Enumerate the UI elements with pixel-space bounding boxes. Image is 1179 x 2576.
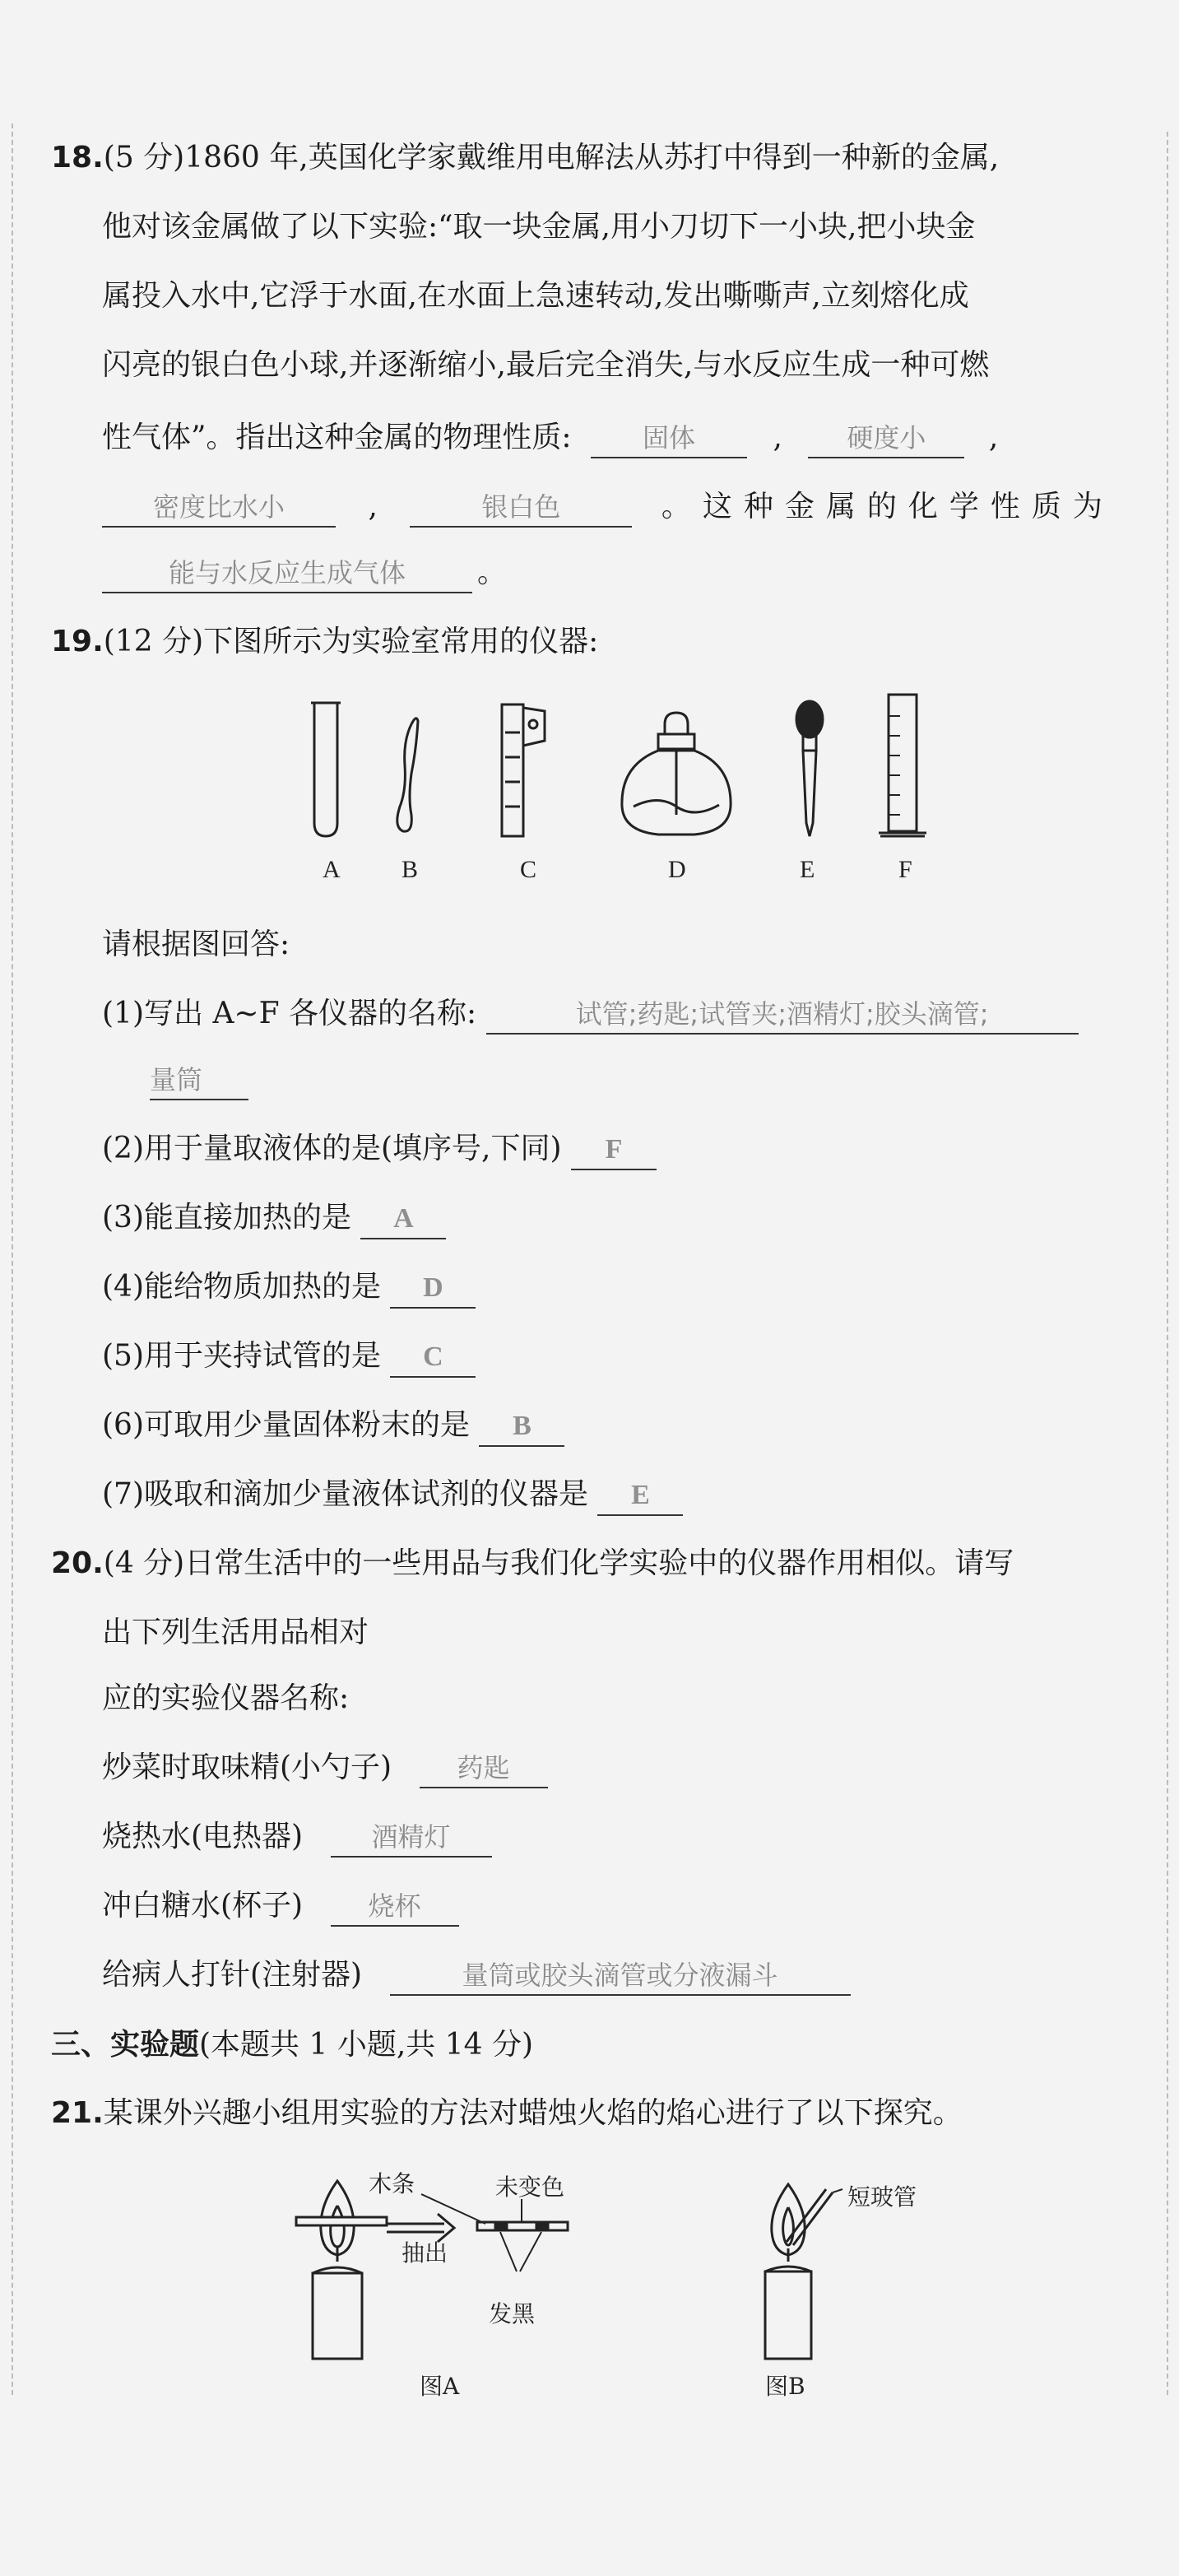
q19-part-5: (5)用于夹持试管的是 C [102,1337,476,1378]
figure-a-caption: 图A [420,2373,460,2400]
label-wooden-stick: 木条 [369,2170,415,2197]
q20-item-3: 冲白糖水(杯子) 烧杯 [102,1886,459,1927]
q19-part-3: (3)能直接加热的是 A [102,1198,446,1239]
q19-answer-5: C [390,1338,476,1378]
lab-instruments-figure [272,683,946,856]
dropper-drawing [796,701,823,836]
left-margin-divider [12,123,13,2395]
q19-part-1: (1)写出 A~F 各仪器的名称: 试管;药匙;试管夹;酒精灯;胶头滴管; [102,994,1079,1035]
q19-answer-4: D [390,1269,476,1309]
q18-answer-solid: 固体 [591,419,747,458]
label-f: F [898,856,912,883]
q19-answer-1: 试管;药匙;试管夹;酒精灯;胶头滴管; [486,995,1079,1035]
q18-number: 18. [51,141,104,174]
q19-answer-2: F [571,1131,657,1170]
q19-part-6: (6)可取用少量固体粉末的是 B [102,1406,564,1447]
q19-number: 19. [51,625,104,658]
q20-line-2: 出下列生活用品相对 [102,1616,369,1649]
graduated-cylinder-drawing [879,695,926,836]
q19-part-2: (2)用于量取液体的是(填序号,下同) F [102,1129,657,1170]
label-unchanged: 未变色 [495,2174,565,2201]
q18-line-2: 他对该金属做了以下实验:“取一块金属,用小刀切下一小块,把小块金 [102,210,976,244]
q20-item-1: 炒菜时取味精(小勺子) 药匙 [102,1748,548,1788]
q19-answer-7: E [597,1476,683,1516]
label-pull-out: 抽出 [402,2239,448,2267]
q20-answer-4: 量筒或胶头滴管或分液漏斗 [390,1956,851,1996]
candle-body-b [765,2271,811,2359]
q19-intro: 19.(12 分)下图所示为实验室常用的仪器: [51,625,599,658]
q19-answer-3: A [360,1200,446,1239]
q20-answer-1: 药匙 [420,1749,548,1788]
right-margin-divider [1167,132,1168,2395]
q18-answer-color: 银白色 [410,488,632,528]
q21-line-1: 21.某课外兴趣小组用实验的方法对蜡烛火焰的焰心进行了以下探究。 [51,2096,963,2130]
q18-answer-density: 密度比水小 [102,488,336,528]
alcohol-lamp-drawing [622,713,731,835]
q20-answer-2: 酒精灯 [331,1818,492,1858]
q19-part-4: (4)能给物质加热的是 D [102,1267,476,1309]
q20-answer-3: 烧杯 [331,1887,459,1927]
spatula-drawing [397,718,418,831]
q19-answer-1-cont: 量筒 [150,1061,248,1100]
label-short-glass-tube: 短玻管 [847,2183,917,2211]
q18-answer-hardness: 硬度小 [808,419,964,458]
section-3-title: 三、实验题 [51,2027,200,2062]
q19-prompt: 请根据图回答: [102,928,290,961]
q20-item-4: 给病人打针(注射器) 量筒或胶头滴管或分液漏斗 [102,1955,851,1996]
q20-line-1: 20.(4 分)日常生活中的一些用品与我们化学实验中的仪器作用相似。请写 [51,1546,1014,1580]
q18-line-4: 闪亮的银白色小球,并逐渐缩小,最后完全消失,与水反应生成一种可燃 [102,348,990,382]
label-blackened: 发黑 [489,2300,536,2327]
label-e: E [800,856,815,883]
q18-line-5: 性气体”。指出这种金属的物理性质: 固体 , 硬度小 , [102,418,998,458]
q19-part-1-cont [150,1060,248,1100]
candle-body [313,2273,362,2359]
label-a: A [323,856,341,883]
q19-part-7: (7)吸取和滴加少量液体试剂的仪器是 E [102,1475,683,1516]
q19-answer-6: B [479,1407,564,1447]
q18-line-3: 属投入水中,它浮于水面,在水面上急速转动,发出嘶嘶声,立刻熔化成 [102,279,969,313]
figure-b-caption: 图B [765,2373,805,2400]
label-c: C [520,856,537,883]
candle-figure-a [280,2164,625,2370]
q20-item-2: 烧热水(电热器) 酒精灯 [102,1817,492,1858]
test-tube-drawing [311,703,341,836]
q21-number: 21. [51,2096,104,2130]
label-b: B [402,856,419,883]
q18-line-1: 18.(5 分)1860 年,英国化学家戴维用电解法从苏打中得到一种新的金属, [51,141,1000,174]
wooden-stick [296,2217,387,2225]
q20-number: 20. [51,1546,104,1580]
test-tube-clamp-drawing [502,704,545,836]
label-d: D [668,856,686,883]
q18-line-6: 密度比水小 , 银白色 。这种金属的化学性质为 [102,487,1114,528]
q18-answer-chemical: 能与水反应生成气体 [102,554,472,593]
q18-line-7: 能与水反应生成气体 。 [102,553,507,593]
q20-line-3: 应的实验仪器名称: [102,1681,350,1715]
section-3-heading: 三、实验题(本题共 1 小题,共 14 分) [51,2027,534,2062]
